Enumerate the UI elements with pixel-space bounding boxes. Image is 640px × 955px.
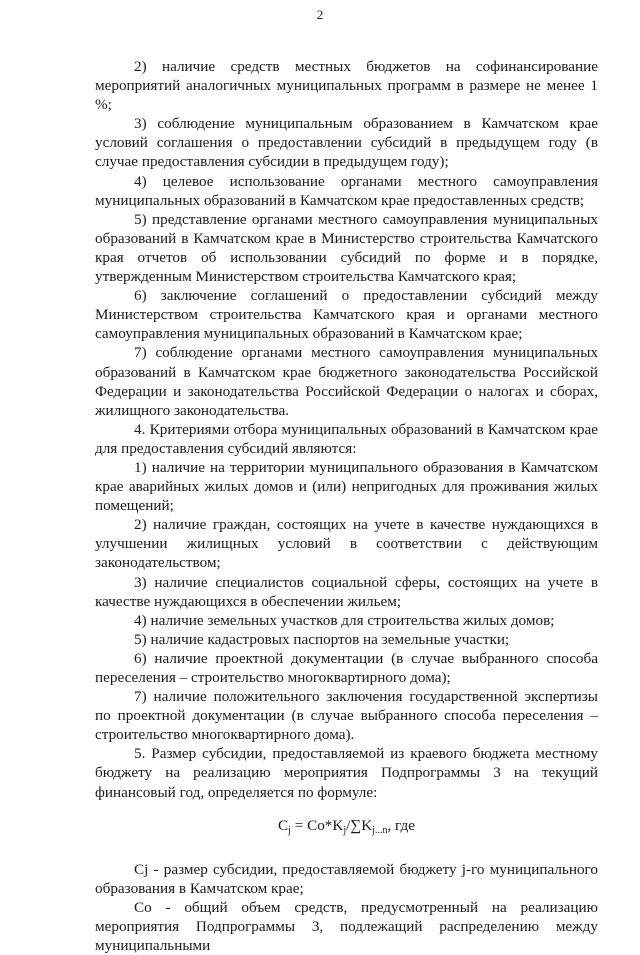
paragraph: 5. Размер субсидии, предоставляемой из краевого бюджета местному бюджету на реализацию мероприятия Подпрограммы 3 на текущий финансовый год, определяется по формуле: <box>95 745 598 801</box>
paragraph: Cj - размер субсидии, предоставляемой бюджету j-го муниципального образования в Камчатском крае; <box>95 860 598 897</box>
paragraph: 1) наличие на территории муниципального образования в Камчатском крае аварийных жилых домов и (или) непригодных для проживания жилых помещений; <box>95 458 598 515</box>
paragraph: 4. Критериями отбора муниципальных образований в Камчатском крае для предоставления субсидий являются: <box>95 420 598 457</box>
paragraph: 2) наличие граждан, состоящих на учете в качестве нуждающихся в улучшении жилищных условий в соответствии с действующим законодательством; <box>95 516 598 572</box>
page-number: 2 <box>316 7 324 22</box>
formula-sum: /∑K <box>346 816 373 834</box>
formula-product: = Co*K <box>290 816 344 834</box>
formula-lhs: C <box>278 816 289 834</box>
paragraph: 6) наличие проектной документации (в случае выбранного способа переселения – строительство многоквартирного дома); <box>95 649 598 686</box>
paragraph: 4) наличие земельных участков для строительства жилых домов; <box>134 611 555 629</box>
paragraph: 6) заключение соглашений о предоставлении субсидий между Министерством строительства Камчатского края и органами местного самоуправления муниципальных образований в Камчатском крае; <box>95 287 598 343</box>
formula-sum-subscript: j...n <box>372 824 388 836</box>
paragraph: 3) соблюдение муниципальным образованием в Камчатском крае условий соглашения о предоставлении субсидий в предыдущем году (в случае предоставления субсидии в предыдущем году); <box>95 115 598 171</box>
paragraph: Co - общий объем средств, предусмотренный на реализацию мероприятия Подпрограммы 3, подлежащий распределению между муниципальными <box>95 898 598 955</box>
paragraph: 4) целевое использование органами местного самоуправления муниципальных образований в Камчатском крае предоставленных средств; <box>95 172 598 209</box>
subsidy-formula <box>95 816 598 841</box>
formula-lhs-subscript: j <box>288 824 291 836</box>
paragraph: 7) соблюдение органами местного самоуправления муниципальных образований в Камчатском крае бюджетного законодательства Российской Федерации и законодательства Российской Федерации о налогах и сборах, жилищного законодательства. <box>95 344 598 419</box>
formula-tail: , где <box>387 816 415 834</box>
paragraph: 5) представление органами местного самоуправления муниципальных образований в Камчатском крае в Министерство строительства Камчатского края отчетов об использовании субсидий по форме и в порядке, утвержденным Министерством строительства Камчатского края; <box>95 210 598 286</box>
paragraph: 5) наличие кадастровых паспортов на земельные участки; <box>134 630 510 648</box>
paragraph: 2) наличие средств местных бюджетов на софинансирование мероприятий аналогичных муниципальных программ в размере не менее 1 %; <box>95 58 598 114</box>
paragraph: 3) наличие специалистов социальной сферы, состоящих на учете в качестве нуждающихся в обеспечении жильем; <box>95 573 598 610</box>
document-body <box>95 57 598 955</box>
formula-k-subscript: j <box>343 824 347 836</box>
paragraph: 7) наличие положительного заключения государственной экспертизы по проектной документации (в случае выбранного способа переселения – строительство многоквартирного дома). <box>95 688 598 744</box>
